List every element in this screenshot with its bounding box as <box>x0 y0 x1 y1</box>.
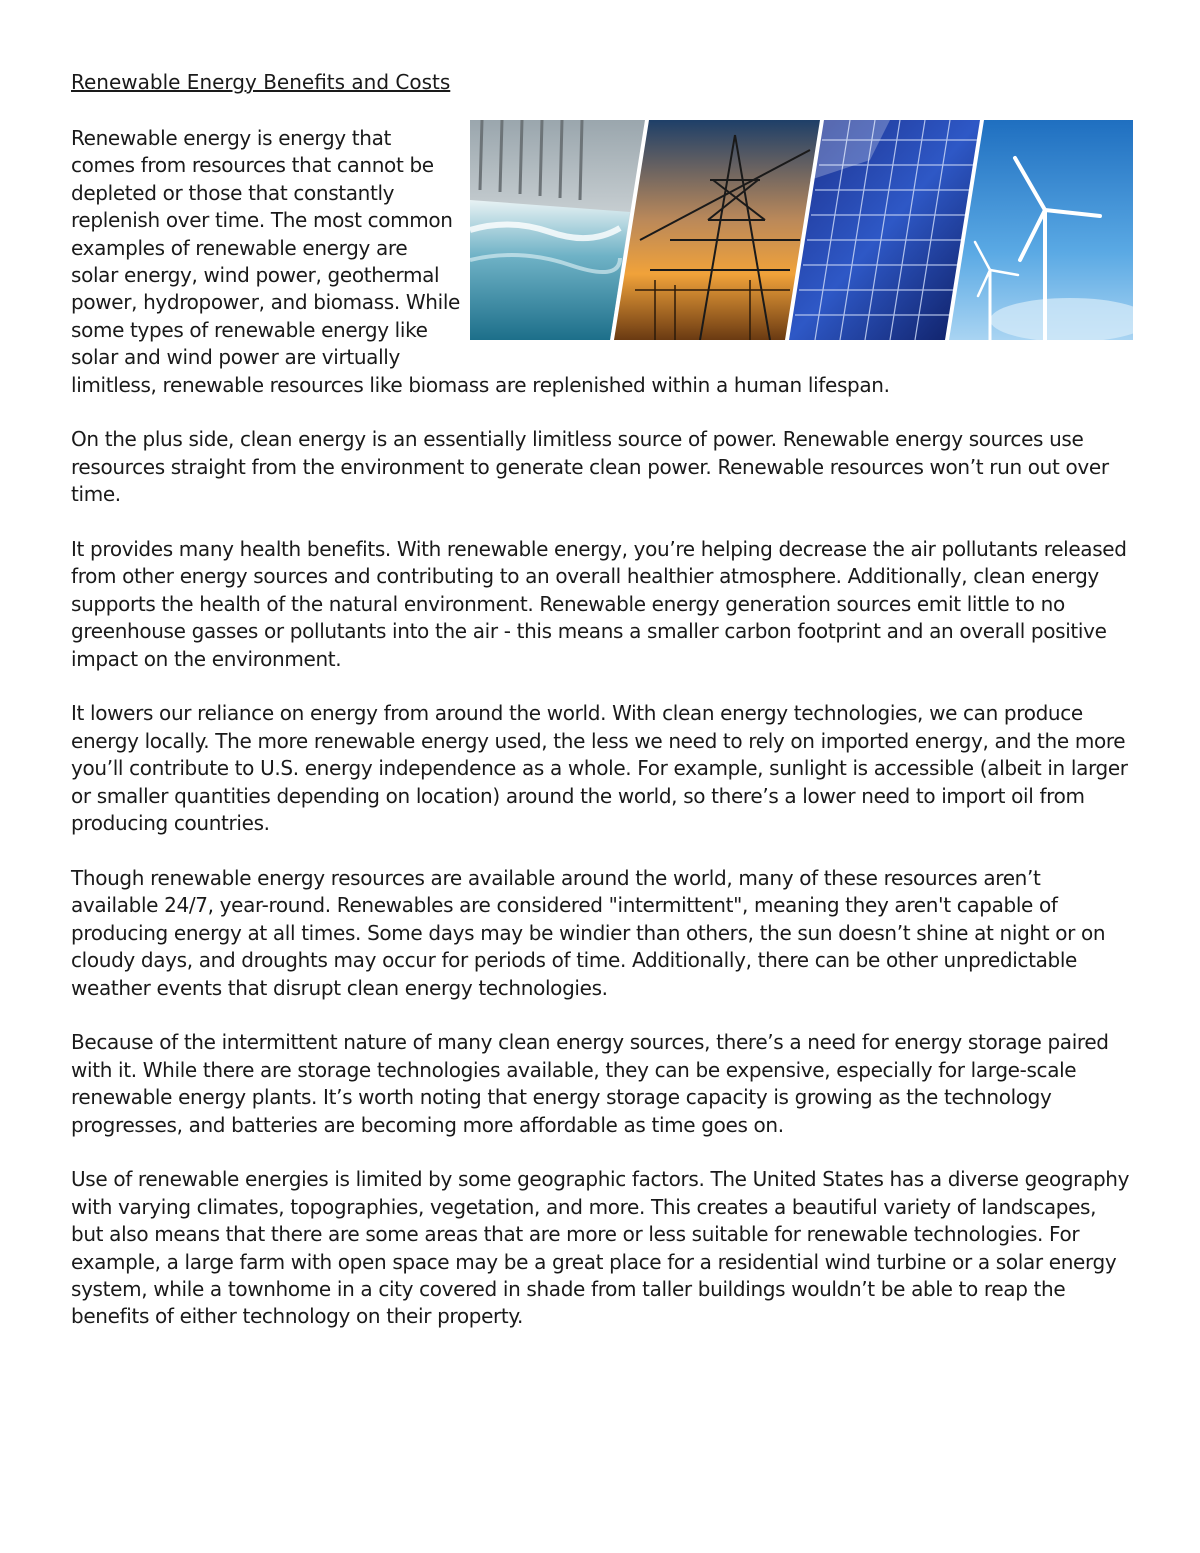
hydropower-dam-icon <box>470 120 645 340</box>
paragraph-health: It provides many health benefits. With renewable energy, you’re helping decrease the air pollutants released from other energy sources and contributing to an overall healthier atmosphere. Additionally, clean energy supports the health of the natural environment. Renewable energy generation sources emit little to no greenhouse gasses or pollutants into the air - this means a smaller carbon footprint and an overall positive impact on the environment. <box>71 537 1127 671</box>
paragraph-reliance: It lowers our reliance on energy from around the world. With clean energy technologies, we can produce energy locally. The more renewable energy used, the less we need to rely on imported energy, and the more you’ll contribute to U.S. energy independence as a whole. For example, sunlight is accessible (albeit in larger or smaller quantities depending on location) around the world, so there’s a lower need to import oil from producing countries. <box>71 701 1128 836</box>
paragraph-intro: Renewable energy is energy that comes from resources that cannot be depleted or those that constantly replenish over time. The most common examples of renewable energy are solar energy, wind power, geothermal power, hydropower, and biomass. While some types of renewable energy like solar and wind power are virtually limitless, renewable resources like biomass are replenished within a human lifespan. <box>71 126 890 397</box>
paragraph-geography: Use of renewable energies is limited by some geographic factors. The United States has a diverse geography with varying climates, topographies, vegetation, and more. This creates a beautiful variety of landscapes, but also means that there are some areas that are more or less suitable for renewable technologies. For example, a large farm with open space may be a great place for a residential wind turbine or a solar energy system, while a townhome in a city covered in shade from taller buildings wouldn’t be able to reap the benefits of either technology on their property. <box>71 1167 1130 1329</box>
paragraph-storage: Because of the intermittent nature of many clean energy sources, there’s a need for energy storage paired with it. While there are storage technologies available, they can be expensive, especially for large-scale renewable energy plants. It’s worth noting that energy storage capacity is growing as the technology progresses, and batteries are becoming more affordable as time goes on. <box>71 1030 1109 1137</box>
renewable-energy-collage-image <box>470 120 1133 340</box>
power-transmission-tower-icon <box>614 120 820 340</box>
document-body <box>71 125 1133 1358</box>
paragraph-limitless: On the plus side, clean energy is an essentially limitless source of power. Renewable energy sources use resources straight from the environment to generate clean power. Renewable resources won’t run out over time. <box>71 427 1109 507</box>
wind-turbine-icon <box>949 120 1133 340</box>
document-title: Renewable Energy Benefits and Costs <box>71 70 451 94</box>
solar-panel-icon <box>789 120 980 340</box>
paragraph-intermittent: Though renewable energy resources are available around the world, many of these resources aren’t available 24/7, year-round. Renewables are considered "intermittent", meaning they aren't capable of producing energy at all times. Some days may be windier than others, the sun doesn’t shine at night or on cloudy days, and droughts may occur for periods of time. Additionally, there can be other unpredictable weather events that disrupt clean energy technologies. <box>71 865 1106 1000</box>
